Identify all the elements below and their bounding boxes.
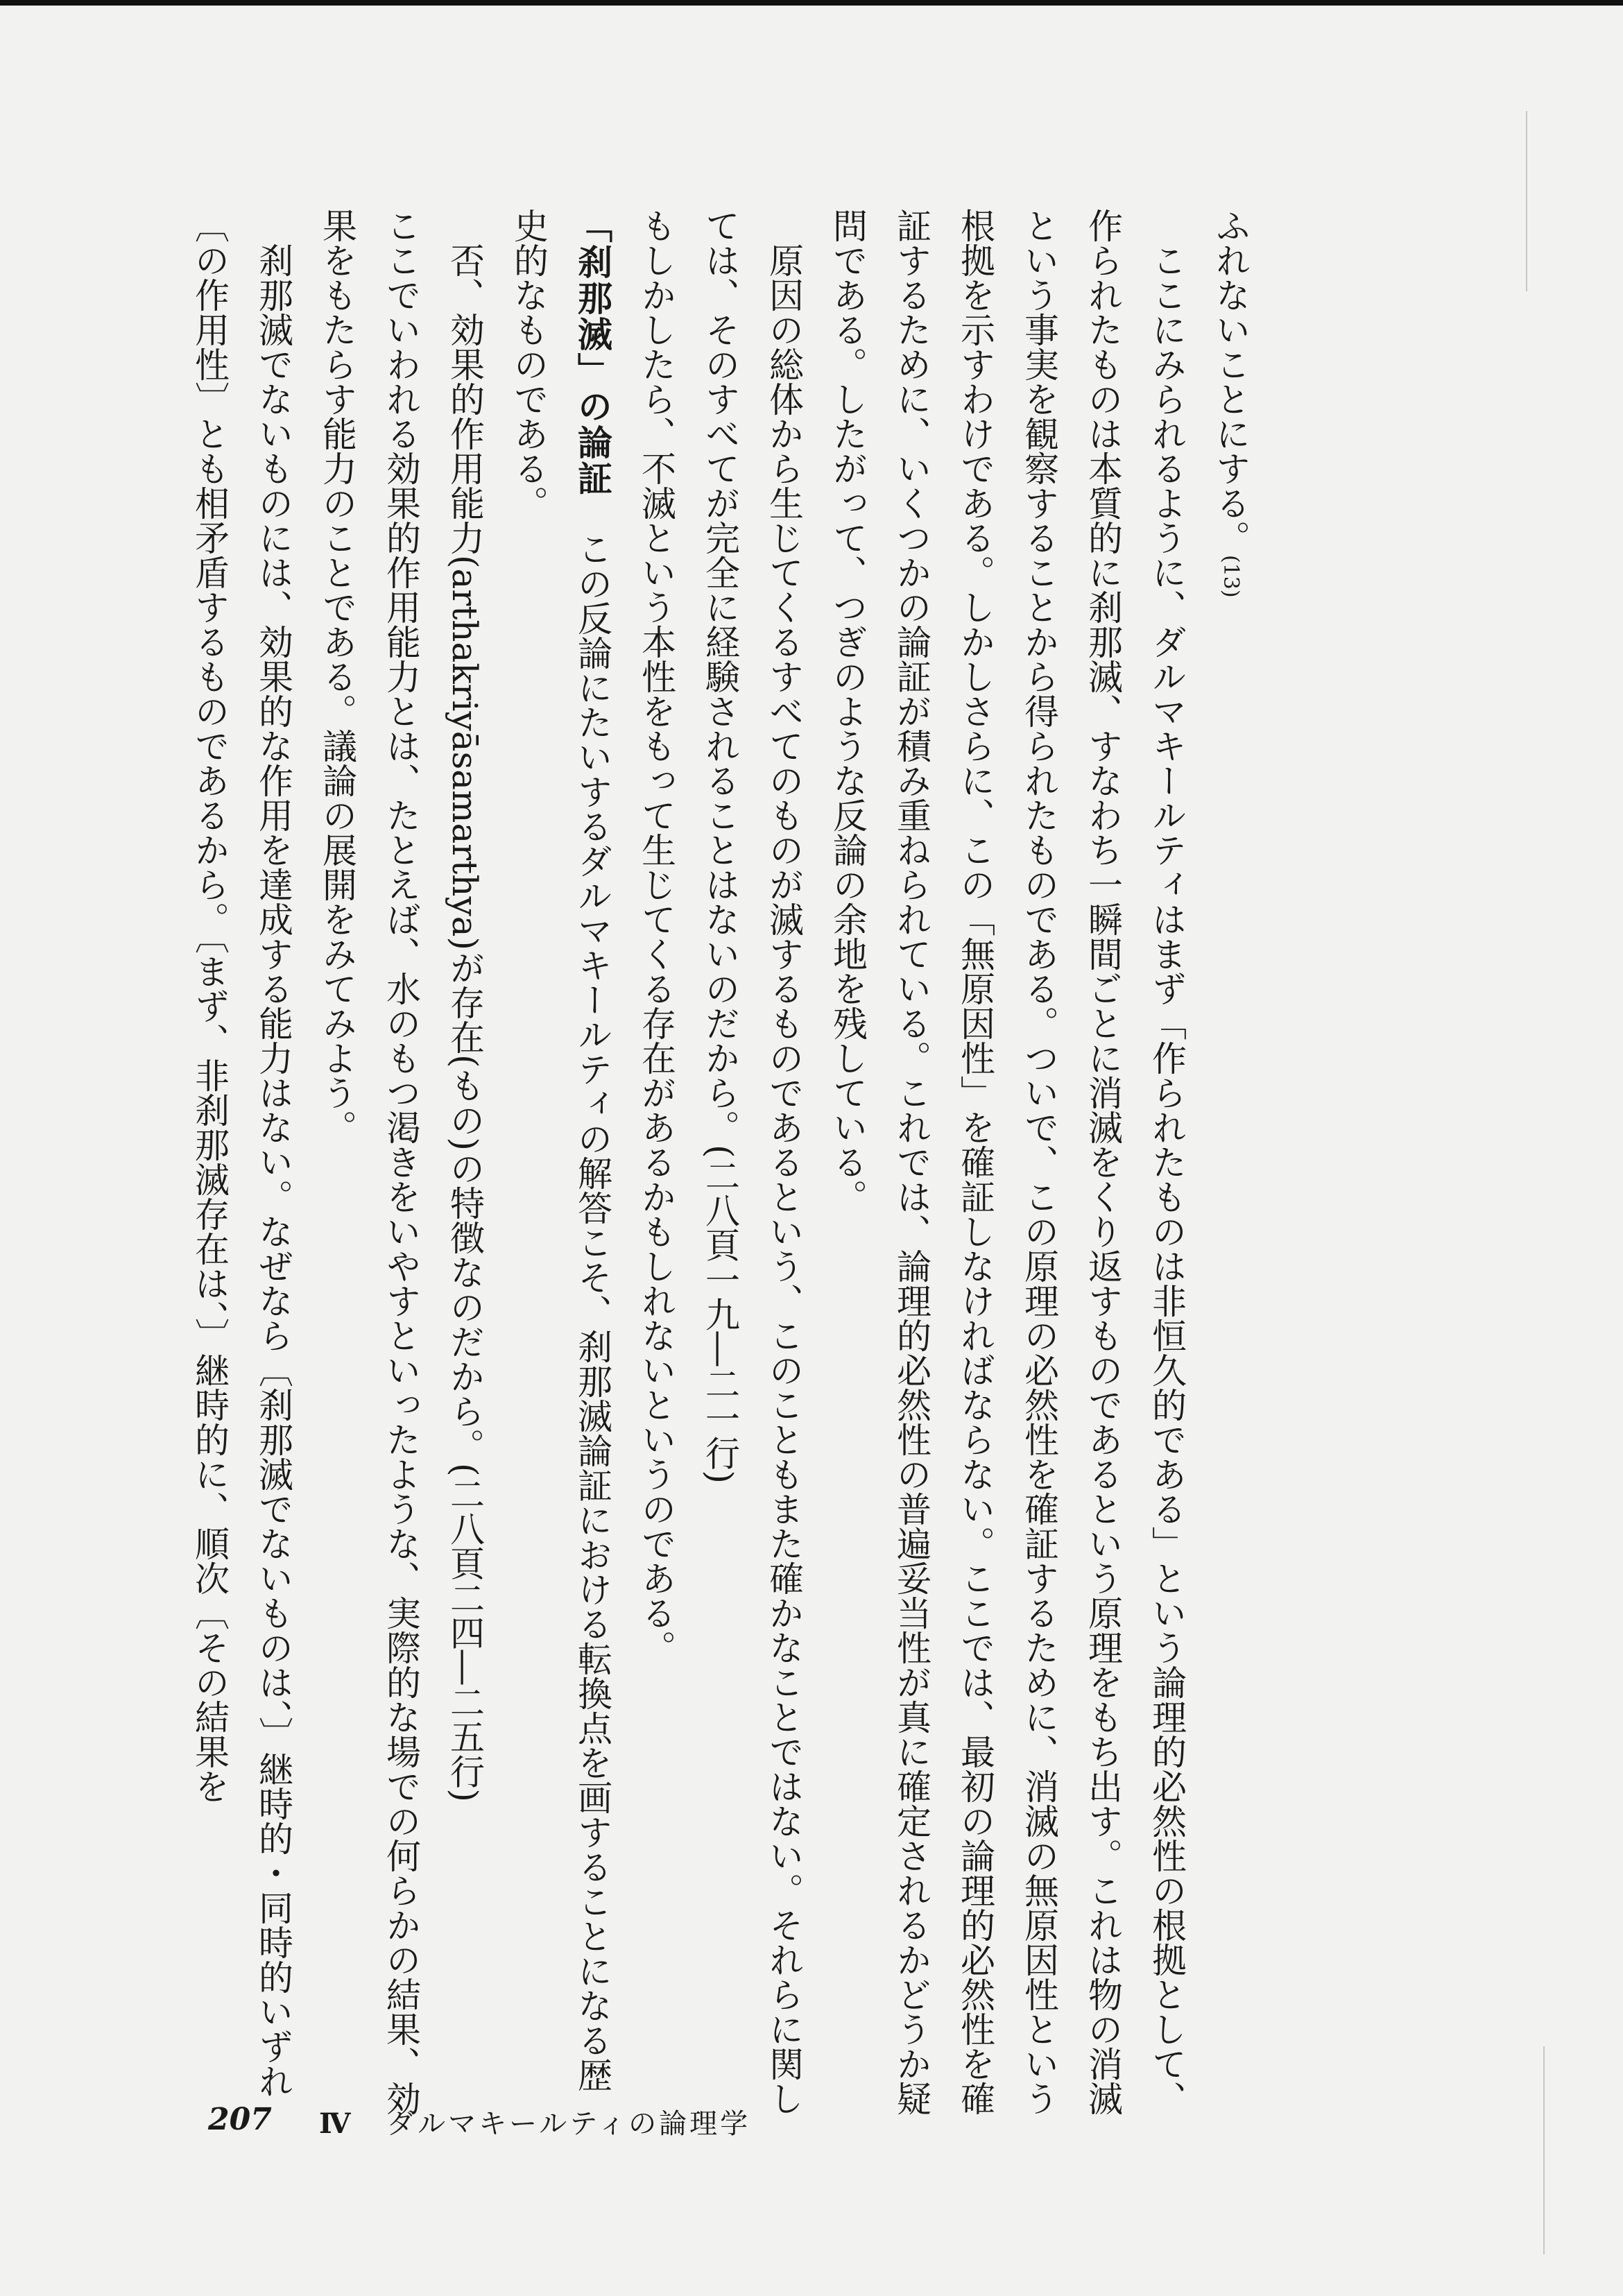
paragraph: もしかしたら、不滅という本性をもって生じてくる存在があるかもしれないというのである。: [636, 208, 676, 1665]
paragraph: ここでいわれる効果的作用能力とは、たとえば、水のもつ渇きをいやすといったような、実際的な場での何らかの結果、効果をもたらす能力のことである。議論の展開をみてみよう。: [317, 208, 421, 2116]
paragraph: ここにみられるように、ダルマキールティはまず「作られたものは非恒久的である」という論理的必然性の根拠として、作られたものは本質的に刹那滅、すなわち一瞬間ごとに消滅をくり返すものであるという原理をもち出す。これは物の消滅という事実を観察することから得られたものである。ついで、この原理の必然性を確証するために、消滅の無原因性という根拠を示すわけである。しかしさらに、この「無原因性」を確証しなければならない。ここでは、最初の論理的必然性を確証するために、いくつかの論証が積み重ねられている。これでは、論理的必然性の普遍妥当性が真に確定されるかどうか疑問である。したがって、つぎのような反論の余地を残している。: [827, 208, 1187, 2116]
quote-paragraph: 否、効果的作用能力(arthakriyāsamarthya)が存在(もの)の特徴なのだから。(二八頁二四―二五行): [445, 243, 485, 1803]
footnote-marker: (13): [1219, 555, 1243, 598]
quote-paragraph: 原因の総体から生じてくるすべてのものが滅するものであるという、このこともまた確かなことではない。それらに関しては、そのすべてが完全に経験されることはないのだから。(二八頁一九―二一行): [700, 208, 804, 2116]
body-text: [166, 208, 1262, 2123]
section-heading: 「刹那滅」の論証: [572, 208, 612, 497]
quote-paragraph: 刹那滅でないものには、効果的な作用を達成する能力はない。なぜなら〔刹那滅でないものは、〕継時的・同時的いずれ〔の作用性〕とも相矛盾するものであるから。〔まず、非刹那滅存在は、〕継時的に、順次〔その結果を: [189, 208, 293, 2098]
running-head: [319, 2102, 750, 2141]
top-border: [0, 0, 1623, 6]
scan-margin-line: [1543, 2046, 1545, 2254]
paragraph: ふれないことにする。(13): [1210, 208, 1251, 598]
chapter-title: ダルマキールティの論理学: [387, 2108, 751, 2140]
chapter-number: Ⅳ: [319, 2107, 351, 2140]
page-number: 207: [208, 2102, 272, 2137]
scan-margin-line: [1526, 111, 1527, 291]
section-paragraph: 「刹那滅」の論証 この反論にたいするダルマキールティの解答こそ、刹那滅論証における転換点を画することになる歴史的なものである。: [508, 208, 612, 2092]
page-footer: [0, 2102, 1623, 2143]
